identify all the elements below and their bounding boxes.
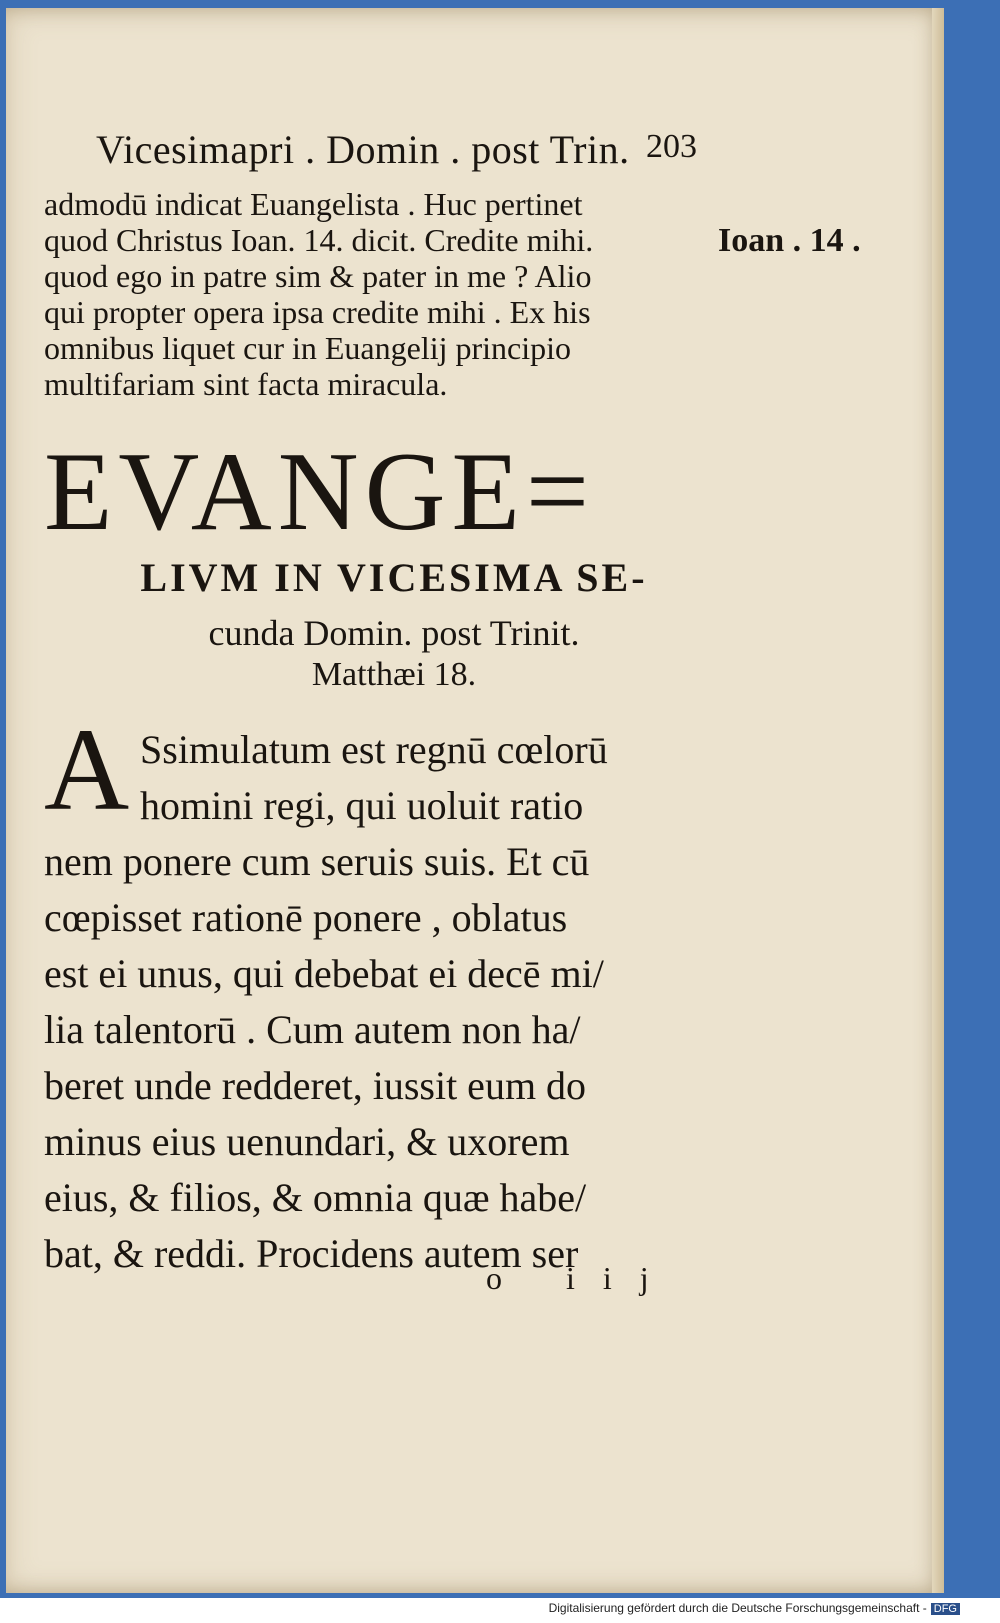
text-line: est ei unus, qui debebat ei decē mi/ bbox=[44, 951, 604, 996]
text-line: cœpisset rationē ponere , oblatus bbox=[44, 895, 568, 940]
book-page bbox=[6, 8, 944, 1593]
footer-text: Digitalisierung gefördert durch die Deutsche Forschungsgemeinschaft - bbox=[548, 1601, 927, 1615]
drop-cap: A bbox=[44, 704, 130, 835]
text-line: eius, & filios, & omnia quæ habe/ bbox=[44, 1175, 587, 1220]
footer-credit bbox=[549, 1601, 960, 1615]
text-line: admodū indicat Euangelista . Huc pertinet bbox=[44, 186, 583, 222]
text-line: lia talentorū . Cum autem non ha/ bbox=[44, 1007, 581, 1052]
text-line: minus eius uenundari, & uxorem bbox=[44, 1119, 570, 1164]
section-subtitle: LIVM IN VICESIMA SE- bbox=[140, 555, 648, 600]
scripture-reference: Matthæi 18. bbox=[311, 656, 477, 693]
page-number: 203 bbox=[646, 128, 697, 165]
text-line: Ssimulatum est regnū cœlorū bbox=[140, 727, 608, 772]
section-subtitle-2: cunda Domin. post Trinit. bbox=[208, 613, 580, 653]
section-title: EVANGE= bbox=[44, 430, 596, 554]
text-line: omnibus liquet cur in Euangelij principio bbox=[44, 330, 572, 366]
page-edge bbox=[932, 8, 944, 1593]
text-line: quod Christus Ioan. 14. dicit. Credite mihi. bbox=[44, 222, 594, 258]
text-line: beret unde redderet, iussit eum do bbox=[44, 1063, 587, 1108]
text-line: qui propter opera ipsa credite mihi . Ex his bbox=[44, 294, 591, 330]
text-line: nem ponere cum seruis suis. Et cū bbox=[44, 839, 590, 884]
marginal-note: Ioan . 14 . bbox=[718, 222, 861, 259]
text-line: homini regi, qui uoluit ratio bbox=[140, 783, 584, 828]
text-line: quod ego in patre sim & pater in me ? Alio bbox=[44, 258, 592, 294]
gospel-paragraph bbox=[44, 704, 744, 1282]
running-head: Vicesimapri . Domin . post Trin. bbox=[96, 127, 630, 172]
dfg-logo: DFG bbox=[931, 1603, 960, 1615]
intro-paragraph bbox=[44, 186, 744, 402]
text-line: multifariam sint facta miracula. bbox=[44, 366, 448, 402]
signature-mark: o iij bbox=[486, 1260, 677, 1296]
text-line: bat, & reddi. Procidens autem ser bbox=[44, 1231, 579, 1276]
